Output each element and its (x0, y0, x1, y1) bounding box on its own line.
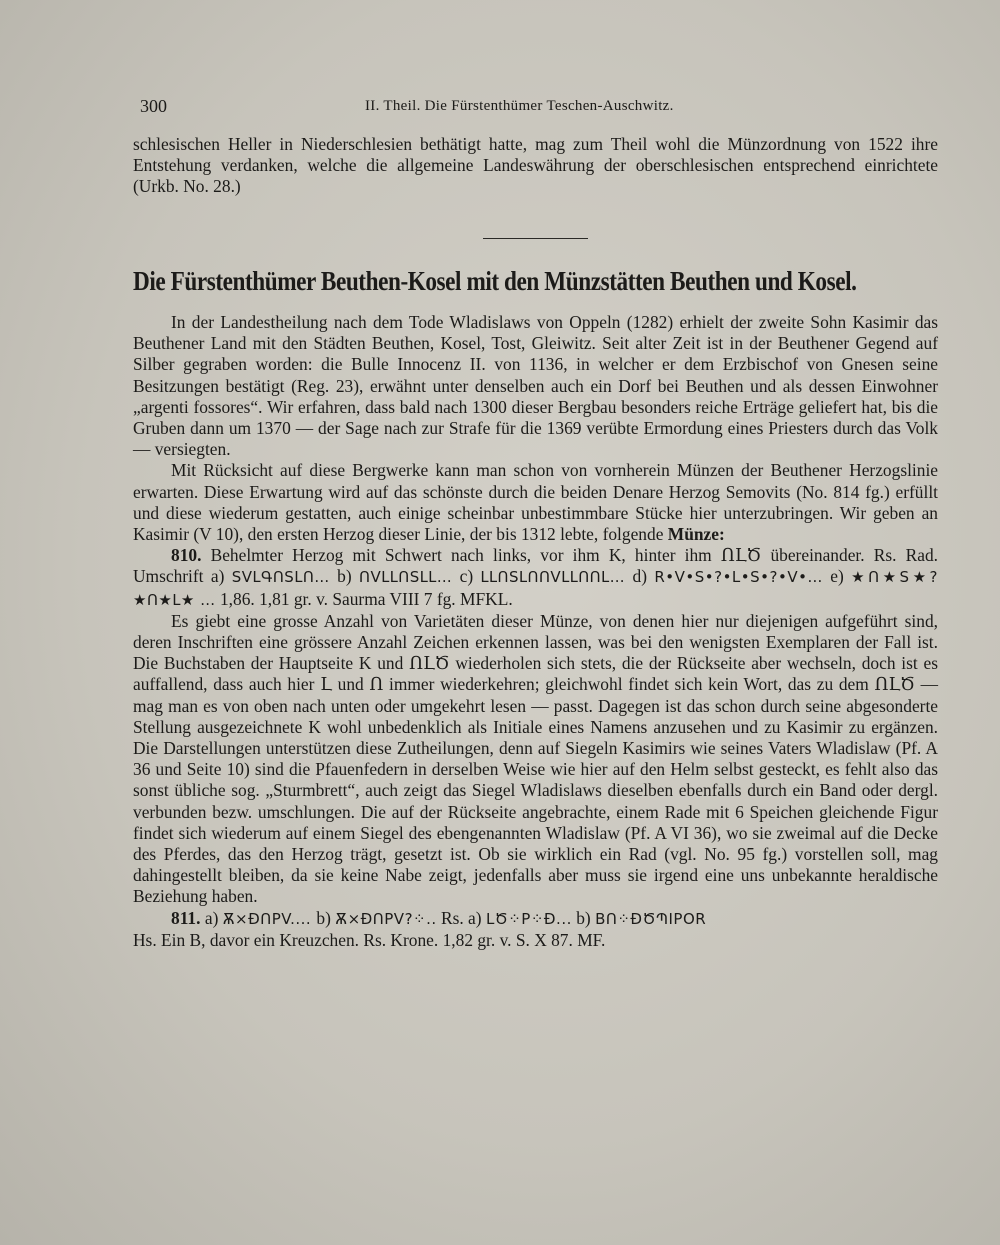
entry-label-rs-a: Rs. a) (441, 907, 482, 928)
entry-description: Behelmter Herzog mit Schwert nach links, vor ihm K, hinter ihm ՈԼԾ übereinander. Rs. Rad. Umschrift a) (133, 545, 938, 587)
entry-label-c: c) (459, 566, 474, 587)
entry-details: 1,86. 1,81 gr. v. Saurma VIII 7 fg. MFKL. (219, 588, 513, 609)
inscription-a: Ѫ×ÐՈPV.... (222, 909, 317, 928)
catalog-entry-810 (133, 545, 938, 611)
paragraph-varieties: Es giebt eine grosse Anzahl von Varietäten dieser Münze, von denen hier nur diejenigen aufgeführt sind, deren Inschriften eine grössere Anzahl Zeichen erkennen lassen, was bei den wenigsten Exemplaren der Fall ist. Die Buchstaben der Hauptseite K und ՈԼԾ wiederholen sich stets, die der Rückseite aber wechseln, doch ist es auffallend, dass auch hier Լ und Ո immer wiederkehren; gleichwohl findet sich kein Wort, das zu dem ՈԼԾ — mag man es von oben nach unten oder umgekehrt lesen — passt. Dagegen ist das schon durch seine abgesonderte Stellung ausgezeichnete K wohl unbedenklich als Initiale eines Namens anzusehen und zu Kasimir zu ergänzen. Die Darstellungen unterstützen diese Zutheilungen, denn auf Siegeln Kasimirs wie seines Vaters Wladislaw (Pf. A 36 und Seite 10) sind die Pfauenfedern in derselben Weise wie hier auf den Helm selbst gesteckt, es fehlt also das sonst übliche sog. „Sturmbrett“, auch zeigt das Siegel Wladislaws dieselben ebenfalls durch ein Band oder dergl. verbunden bezw. umschlungen. Die auf der Rückseite angebrachte, einem Rade mit 6 Speichen gleichende Figur findet sich wiederum auf einem Siegel des ebengenannten Wladislaw (Pf. A VI 36), wo sie zweimal auf die Decke des Pferdes, das den Herzog trägt, gesetzt ist. Ob sie wirklich ein Rad (vgl. No. 95 fg.) vorstellen soll, mag dahingestellt bleiben, da sie keine Nabe zeigt, jedenfalls aber muss sie irgend eine uns unbekannte heraldische Beziehung haben. (133, 610, 938, 907)
catalog-entry-811 (133, 908, 938, 951)
inscription-e: ★Ո★S★?★Ո★Լ★ … (133, 568, 938, 609)
paragraph-mint-expectation-bold: Münze: (667, 524, 725, 545)
running-head: II. Theil. Die Fürstenthümer Teschen-Auschwitz. (365, 98, 674, 114)
page-number: 300 (140, 96, 167, 116)
intro-paragraph: schlesischen Heller in Niederschlesien bethätigt hatte, mag zum Theil wohl die Münzordnung von 1522 ihre Entstehung verdanken, welche die allgemeine Landeswährung der oberschlesischen entsprechend einrichtete (Urkb. No. 28.) (133, 134, 938, 197)
inscription-d: R•V•S•?•L•S•?•V•… (654, 568, 823, 587)
entry-label-d: d) (632, 566, 648, 587)
section-body (133, 312, 938, 951)
inscription-rs-a: LԾ⁘P⁘Ð... (485, 909, 572, 928)
entry-number: 811. (171, 907, 201, 928)
section-title: Die Fürstenthümer Beuthen-Kosel mit den Münzstätten Beuthen und Kosel. (133, 266, 857, 296)
paragraph-mint-expectation (133, 460, 938, 545)
paragraph-beuthen-history: In der Landestheilung nach dem Tode Wladislaws von Oppeln (1282) erhielt der zweite Sohn Kasimir das Beuthener Land mit den Städten Beuthen, Kosel, Tost, Gleiwitz. Seit alter Zeit ist in der Beuthener Gegend auf Silber gegraben worden: die Bulle Innocenz II. von 1136, in welcher er dem Erzbischof von Gnesen seine Besitzungen bestätigt (Reg. 23), erwähnt unter denselben auch ein Dorf bei Beuthen und als dessen Einwohner „argenti fossores“. Wir erfahren, dass bald nach 1300 dieser Bergbau besonders reiche Erträge geliefert hat, bis die Gruben dann um 1370 — der Sage nach zur Strafe für die 1369 verübte Ermordung eines Priesters durch das Volk — versiegten. (133, 312, 938, 460)
inscription-c: ԼԼՈSԼՈՈVԼԼՈՈԼ… (480, 568, 626, 587)
inscription-a: SVԼԳՈSԼՈ… (231, 568, 330, 587)
inscription-b: Ѫ×ÐՈPV?⁘.. (335, 909, 437, 928)
entry-details: Hs. Ein B, davor ein Kreuzchen. Rs. Krone. 1,82 gr. v. S. X 87. MF. (133, 929, 606, 950)
paragraph-mint-expectation-text: Mit Rücksicht auf diese Bergwerke kann man schon von vornherein Münzen der Beuthener Herzogslinie erwarten. Diese Erwartung wird auf das schönste durch die beiden Denare Herzog Semovits (No. 814 fg.) erfüllt und diese wiederum gestatten, auch einige scheinbar unbestimmbare Stücke hier unterzubringen. Wir geben an Kasimir (V 10), den ersten Herzog dieser Linie, der bis 1312 lebte, folgende (133, 460, 938, 545)
entry-number: 810. (171, 545, 202, 566)
section-divider (483, 238, 588, 239)
entry-label-a: a) (204, 907, 219, 928)
entry-label-b: b) (316, 907, 331, 928)
entry-label-rs-b: b) (576, 907, 591, 928)
page-header (140, 96, 930, 122)
inscription-rs-b: BՈ⁘ÐԾՊIPOR (595, 909, 707, 928)
inscription-b: ՈVԼԼՈSԼԼ… (359, 568, 453, 587)
entry-label-e: e) (830, 566, 844, 587)
entry-label-b: b) (337, 566, 352, 587)
